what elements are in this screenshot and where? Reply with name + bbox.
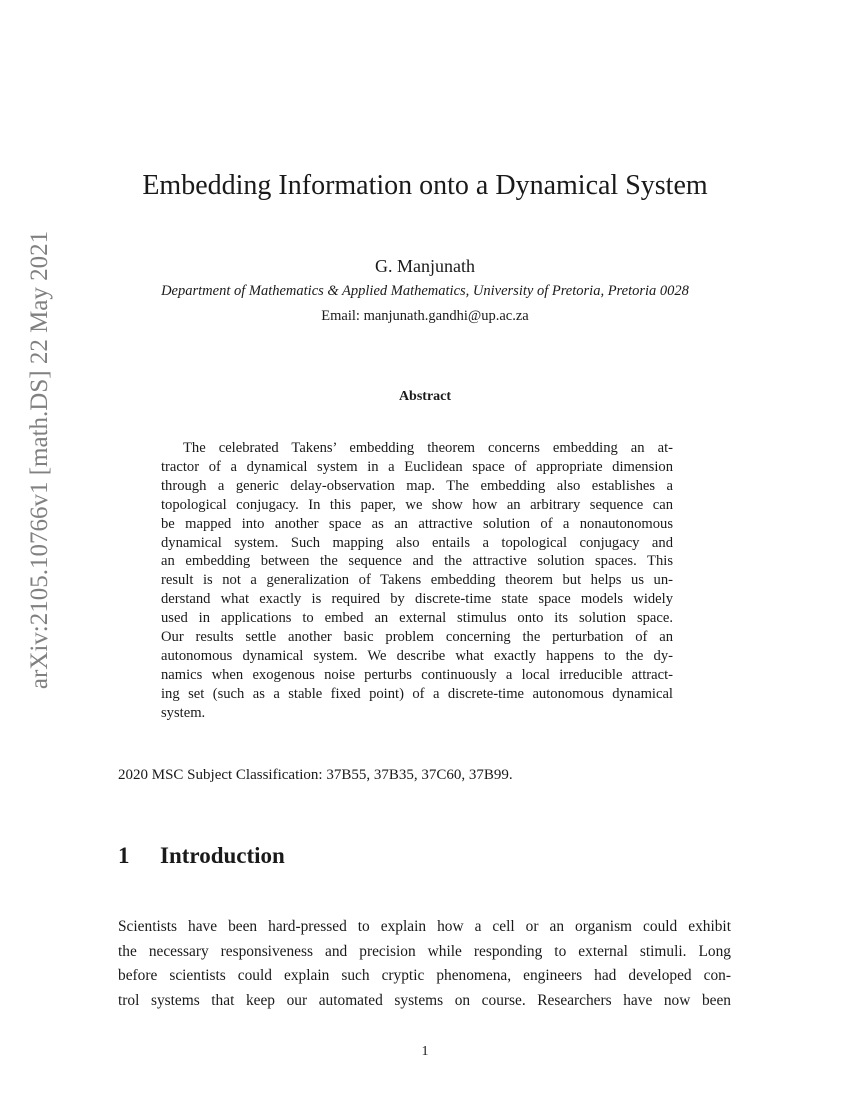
abstract-line: be mapped into another space as an attractive solution of a nonautonomous: [161, 515, 673, 532]
abstract-line: an embedding between the sequence and the attractive solution spaces. This: [161, 553, 673, 570]
affiliation: Department of Mathematics & Applied Mathematics, University of Pretoria, Pretoria 0028: [161, 283, 689, 299]
author-name: G. Manjunath: [375, 256, 475, 276]
section-title: Introduction: [160, 843, 285, 868]
body-line: before scientists could explain such cryptic phenomena, engineers had developed con-: [118, 967, 731, 984]
abstract-line: system.: [161, 704, 206, 721]
abstract-line: through a generic delay-observation map. The embedding also establishes a: [161, 477, 673, 494]
abstract-line: result is not a generalization of Takens embedding theorem but helps us un-: [161, 572, 673, 589]
abstract-heading: Abstract: [398, 389, 452, 404]
abstract-line: topological conjugacy. In this paper, we show how an arbitrary sequence can: [161, 496, 673, 513]
section-number: 1: [118, 843, 130, 868]
arxiv-stamp: arXiv:2105.10766v1 [math.DS] 22 May 2021: [26, 230, 53, 690]
section-heading: [118, 843, 285, 869]
abstract-line: namics when exogenous noise perturbs continuously a local irreducible attract-: [161, 666, 673, 683]
abstract-line: used in applications to embed an external stimulus onto its solution space.: [161, 610, 673, 627]
abstract-line: dynamical system. Such mapping also entails a topological conjugacy and: [161, 534, 673, 551]
abstract-line: autonomous dynamical system. We describe what exactly happens to the dy-: [161, 647, 673, 664]
body-line: Scientists have been hard-pressed to explain how a cell or an organism could exhibit: [118, 918, 731, 935]
body-line: trol systems that keep our automated systems on course. Researchers have now been: [118, 991, 731, 1009]
abstract-line: The celebrated Takens’ embedding theorem concerns embedding an at-: [183, 440, 673, 456]
abstract-line: Our results settle another basic problem concerning the perturbation of an: [161, 629, 673, 645]
msc-classification: 2020 MSC Subject Classification: 37B55, 37B35, 37C60, 37B99.: [118, 767, 513, 783]
page-number: 1: [421, 1044, 429, 1059]
paper-title: Embedding Information onto a Dynamical System: [142, 170, 708, 201]
author-email: Email: manjunath.gandhi@up.ac.za: [321, 308, 529, 324]
abstract-line: derstand what exactly is required by discrete-time state space models widely: [161, 591, 673, 608]
abstract-line: tractor of a dynamical system in a Euclidean space of appropriate dimension: [161, 458, 673, 475]
abstract-line: ing set (such as a stable fixed point) of a discrete-time autonomous dynamical: [161, 685, 673, 702]
body-line: the necessary responsiveness and precision while responding to external stimuli. Long: [118, 942, 731, 960]
